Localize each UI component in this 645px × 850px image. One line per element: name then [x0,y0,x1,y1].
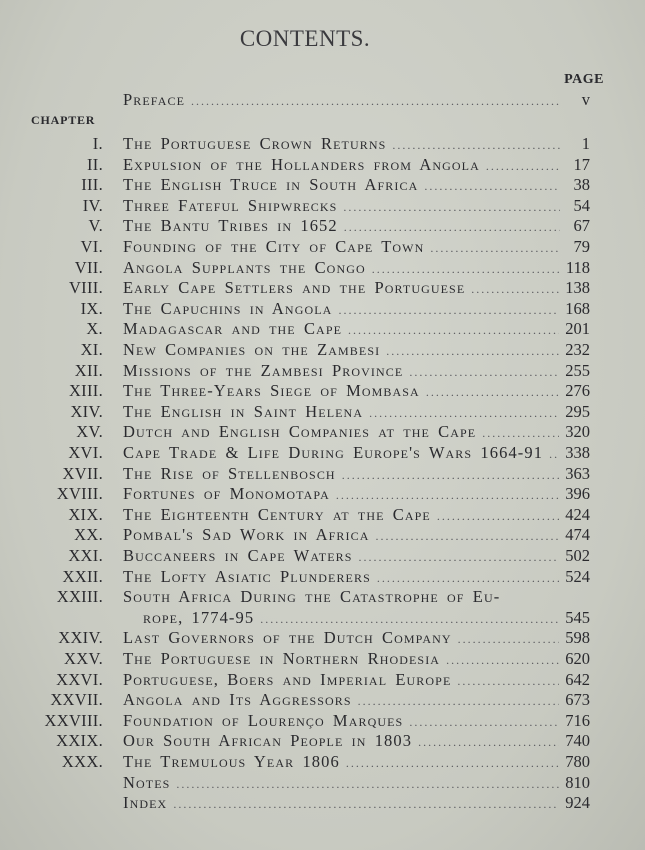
chapter-title: Three Fateful Shipwrecks [123,195,338,215]
toc-row [0,608,600,628]
chapter-page: 545 [565,607,590,627]
chapter-title: Index [123,793,168,813]
chapter-page: 424 [565,504,590,524]
toc-entry [123,361,590,382]
chapter-number: VII. [74,257,103,277]
chapter-number: XIX. [68,504,103,524]
toc-row [0,443,600,463]
chapter-title: The Capuchins in Angola [123,298,333,318]
chapter-page: 54 [573,195,590,215]
chapter-page: 67 [573,216,590,236]
chapter-page: 740 [565,731,590,751]
toc-entry [123,546,590,567]
toc-entry [123,422,590,443]
toc-row [0,525,600,545]
toc-row [0,422,600,442]
chapter-title: Notes [123,772,171,792]
dot-leader [458,629,560,649]
chapter-page: 810 [565,772,590,792]
page-title: CONTENTS. [239,26,371,51]
toc-entry [123,278,590,299]
chapter-title: Foundation of Lourenço Marques [123,710,404,730]
chapter-number: X. [86,319,103,339]
chapter-number: XXI. [68,546,103,565]
chapter-page: 716 [565,710,590,730]
dot-leader [549,444,559,464]
toc-row [0,690,600,710]
toc-entry [123,628,590,649]
toc-row [0,402,600,422]
chapter-page: 396 [565,484,590,504]
chapter-title: Fortunes of Monomotapa [123,484,330,504]
toc-row [0,731,600,751]
preface-page: v [581,90,590,109]
chapter-number: VIII. [68,278,103,298]
chapter-title: The Eighteenth Century at the Cape [123,504,431,524]
toc-row [0,216,600,236]
dot-leader [457,671,559,691]
chapter-page: 642 [565,669,590,689]
toc-entry [123,567,590,588]
toc-entry [123,690,590,711]
dot-leader [418,732,559,752]
toc-row [0,711,600,731]
dot-leader [482,423,559,443]
chapter-title: Founding of the City of Cape Town [123,237,425,256]
toc-entry [123,90,590,111]
chapter-title: The Three-Years Siege of Mombasa [123,381,420,401]
toc-row [0,340,600,360]
toc-entry [123,464,590,485]
toc-row [0,278,600,298]
dot-leader [426,382,559,402]
chapter-title: The English Truce in South Africa [123,175,419,195]
dot-leader [338,300,559,320]
toc-row [0,237,600,257]
dot-leader [342,465,560,485]
toc-entry [123,155,590,176]
dot-leader [437,506,559,526]
dot-leader [392,135,560,155]
chapter-title: The English in Saint Helena [123,401,364,421]
chapter-number: XII. [74,360,103,380]
chapter-title: Pombal's Sad Work in Africa [123,525,370,545]
toc-row [0,773,600,793]
chapter-title: Portuguese, Boers and Imperial Europe [123,669,452,689]
chapter-title: South Africa During the Catastrophe of Eu- [123,587,501,607]
toc-entry [123,381,590,402]
chapter-number: XV. [76,422,103,442]
dot-leader [173,794,559,814]
toc-row [0,134,600,154]
chapter-number: XXVIII. [44,710,103,730]
toc-entry [123,587,590,607]
chapter-title: Dutch and English Companies at the Cape [123,422,477,442]
toc-row [0,793,600,813]
chapter-number: XVII. [62,463,103,483]
chapter-number: XXIII. [56,587,103,607]
chapter-number: III. [81,175,103,195]
chapter-number: XVI. [68,443,103,462]
toc-entry [123,299,590,320]
chapter-number: XXVII. [50,690,103,710]
chapter-page: 232 [565,340,590,359]
dot-leader [191,91,560,111]
chapter-page: 502 [565,546,590,565]
chapter-title: Our South African People in 1803 [123,731,413,751]
toc-row [0,155,600,175]
toc-entry [123,134,590,155]
toc-entry [123,196,590,217]
chapter-page: 118 [565,257,590,277]
chapter-title: rope, 1774-95 [143,607,255,627]
toc-row [0,670,600,690]
dot-leader [377,568,559,588]
chapter-number: I. [92,134,103,153]
chapter-title: The Lofty Asiatic Plunderers [123,566,371,586]
chapter-page: 168 [565,298,590,318]
chapter-number: XXVI. [56,669,103,689]
dot-leader [344,217,560,237]
chapter-page: 363 [565,463,590,483]
chapter-page: 17 [573,154,590,174]
chapter-number: VI. [80,237,103,256]
chapter-number: XXX. [61,752,103,771]
toc-row [0,752,600,772]
chapter-number: XXIX. [56,731,103,751]
toc-row [0,258,600,278]
chapter-title: Angola and Its Aggressors [123,690,352,710]
dot-leader [430,238,560,258]
toc-row [0,484,600,504]
toc-row [0,319,600,339]
chapter-page: 138 [565,278,590,298]
chapter-page: 79 [573,237,590,256]
chapter-title: The Portuguese Crown Returns [123,134,387,153]
toc-row [0,587,600,607]
chapter-title: The Rise of Stellenbosch [123,463,336,483]
chapter-page: 1 [581,134,590,153]
chapter-page: 276 [565,381,590,401]
toc-row [0,567,600,587]
chapter-title: The Tremulous Year 1806 [123,752,340,771]
dot-leader [486,156,560,176]
chapter-page: 780 [565,752,590,771]
toc-row [0,628,600,648]
toc-entry [123,319,590,340]
chapter-title: Angola Supplants the Congo [123,257,366,277]
dot-leader [376,526,560,546]
chapter-number: XXV. [64,649,103,668]
dot-leader [372,259,560,279]
chapter-number: II. [86,154,103,174]
dot-leader [446,650,559,670]
chapter-number: IX. [80,298,103,318]
dot-leader [358,691,560,711]
toc-entry [123,773,590,794]
toc-row [0,464,600,484]
toc-entry [123,340,590,361]
toc-entry [123,505,590,526]
toc-row [0,196,600,216]
chapter-title: New Companies on the Zambesi [123,340,381,359]
preface-title: Preface [123,90,185,109]
toc-row [0,175,600,195]
toc-row [0,361,600,381]
dot-leader [471,279,559,299]
chapter-number: XI. [80,340,103,359]
chapter-title: Expulsion of the Hollanders from Angola [123,154,480,174]
dot-leader [348,320,559,340]
chapter-page: 620 [565,649,590,668]
chapter-title: Last Governors of the Dutch Company [123,628,452,648]
toc-entry [123,525,590,546]
toc-entry [123,258,590,279]
toc-entry [123,484,590,505]
dot-leader [409,362,559,382]
dot-leader [343,197,560,217]
chapter-title: The Bantu Tribes in 1652 [123,216,338,236]
toc-entry [123,216,590,237]
chapter-title: Missions of the Zambesi Province [123,360,404,380]
chapter-number: XX. [74,525,103,545]
page-column-header: PAGE [564,72,604,87]
dot-leader [260,609,559,629]
chapter-page: 295 [565,401,590,421]
chapter-column-header: CHAPTER [31,113,96,127]
toc-entry [123,752,590,773]
dot-leader [359,547,560,567]
dot-leader [386,341,559,361]
toc-entry [123,670,590,691]
toc-row [0,299,600,319]
dot-leader [176,774,559,794]
chapter-page: 673 [565,690,590,710]
chapter-page: 598 [565,628,590,648]
dot-leader [369,403,559,423]
chapter-number: XVIII. [56,484,103,504]
chapter-number: XIII. [68,381,103,401]
dot-leader [409,712,559,732]
chapter-number: V. [88,216,103,236]
toc-entry [123,731,590,752]
chapter-page: 924 [565,793,590,813]
chapter-number: XIV. [70,401,103,421]
chapter-number: XXIV. [58,628,103,648]
chapter-title: Buccaneers in Cape Waters [123,546,353,565]
chapter-page: 474 [565,525,590,545]
chapter-title: Cape Trade & Life During Europe's Wars 1664-91 [123,443,544,462]
toc-entry [123,711,590,732]
chapter-number: IV. [82,195,103,215]
chapter-title: The Portuguese in Northern Rhodesia [123,649,441,668]
chapter-page: 255 [565,360,590,380]
chapter-page: 338 [565,443,590,462]
chapter-page: 320 [565,422,590,442]
toc-row [0,546,600,566]
chapter-number: XXII. [62,566,103,586]
toc-row [0,381,600,401]
toc-row [0,649,600,669]
chapter-page: 38 [573,175,590,195]
dot-leader [424,176,560,196]
dot-leader [336,485,559,505]
preface-row [0,90,600,110]
toc-entry [123,793,590,814]
toc-entry [123,608,590,629]
toc-row [0,505,600,525]
toc-entry [123,402,590,423]
dot-leader [346,753,559,773]
toc-entry [123,649,590,670]
chapter-title: Early Cape Settlers and the Portuguese [123,278,466,298]
toc-entry [123,237,590,258]
toc-entry [123,175,590,196]
chapter-page: 201 [565,319,590,339]
chapter-title: Madagascar and the Cape [123,319,343,339]
chapter-page: 524 [565,566,590,586]
toc-entry [123,443,590,464]
